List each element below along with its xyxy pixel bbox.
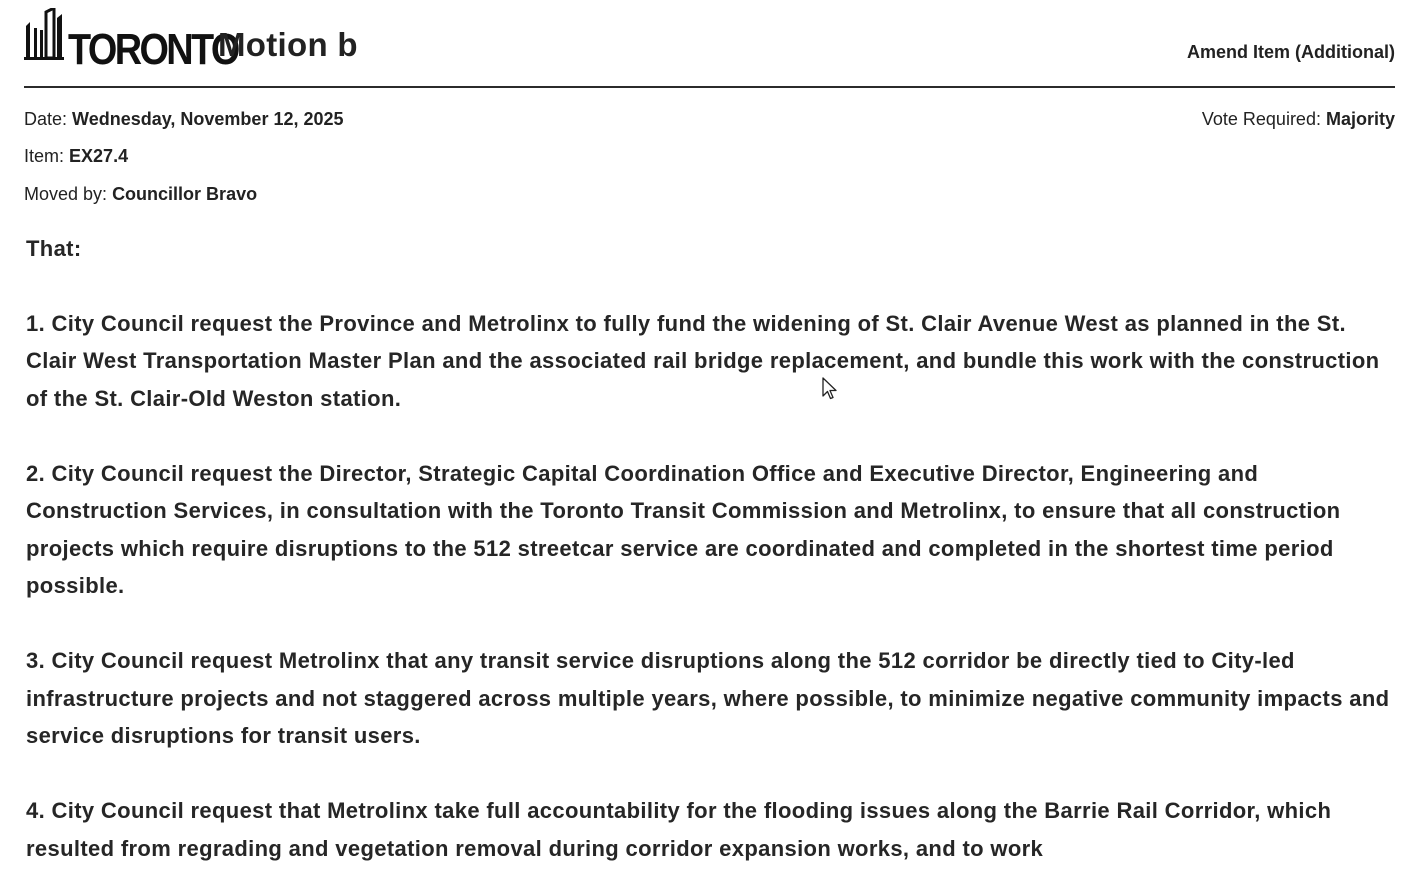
page-title: Motion b: [218, 26, 358, 63]
document-header: [24, 6, 1395, 88]
item-label: Item:: [24, 146, 65, 166]
logo-wordmark: TORONTO: [68, 25, 238, 74]
moved-by-row: [24, 184, 257, 205]
moved-by-value: Councillor Bravo: [112, 184, 258, 204]
vote-required-label: Vote Required:: [1201, 109, 1321, 129]
motion-clause-2: 2. City Council request the Director, Strategic Capital Coordination Office and Executive Director, Engineering and Construction Services, in consultation with the Toronto Transit Commission and Metrolinx, to ensure that all construction projects which require disruptions to the 512 streetcar service are coordinated and completed in the shortest time period possible.: [26, 460, 1341, 598]
moved-by-label: Moved by:: [24, 184, 108, 204]
vote-required-row: [1202, 109, 1395, 130]
motion-clause-3: 3. City Council request Metrolinx that any transit service disruptions along the 512 corridor be directly tied to City-led infrastructure projects and not staggered across multiple years, where possible, to minimize negative community impacts and service disruptions for transit users.: [26, 648, 1390, 748]
motion-body: [26, 230, 1398, 877]
motion-clause-1: 1. City Council request the Province and Metrolinx to fully fund the widening of St. Clair Avenue West as planned in the St. Clair West Transportation Master Plan and the associated rail bridge replacement, and bundle this work with the construction of the St. Clair-Old Weston station.: [26, 310, 1380, 411]
item-value: EX27.4: [69, 146, 129, 166]
motion-intro: That:: [26, 236, 82, 261]
vote-required-value: Majority: [1325, 109, 1395, 129]
motion-type-label: Amend Item (Additional): [1187, 42, 1395, 62]
date-label: Date:: [24, 109, 68, 129]
mouse-pointer-icon: [822, 377, 838, 406]
toronto-city-hall-icon: [24, 8, 64, 60]
date-row: [24, 109, 344, 130]
date-value: Wednesday, November 12, 2025: [72, 109, 344, 129]
motion-clause-4: 4. City Council request that Metrolinx take full accountability for the flooding issues along the Barrie Rail Corridor, which resulted from regrading and vegetation removal during corridor expansion works, and to work: [26, 798, 1332, 861]
item-row: [24, 146, 128, 167]
